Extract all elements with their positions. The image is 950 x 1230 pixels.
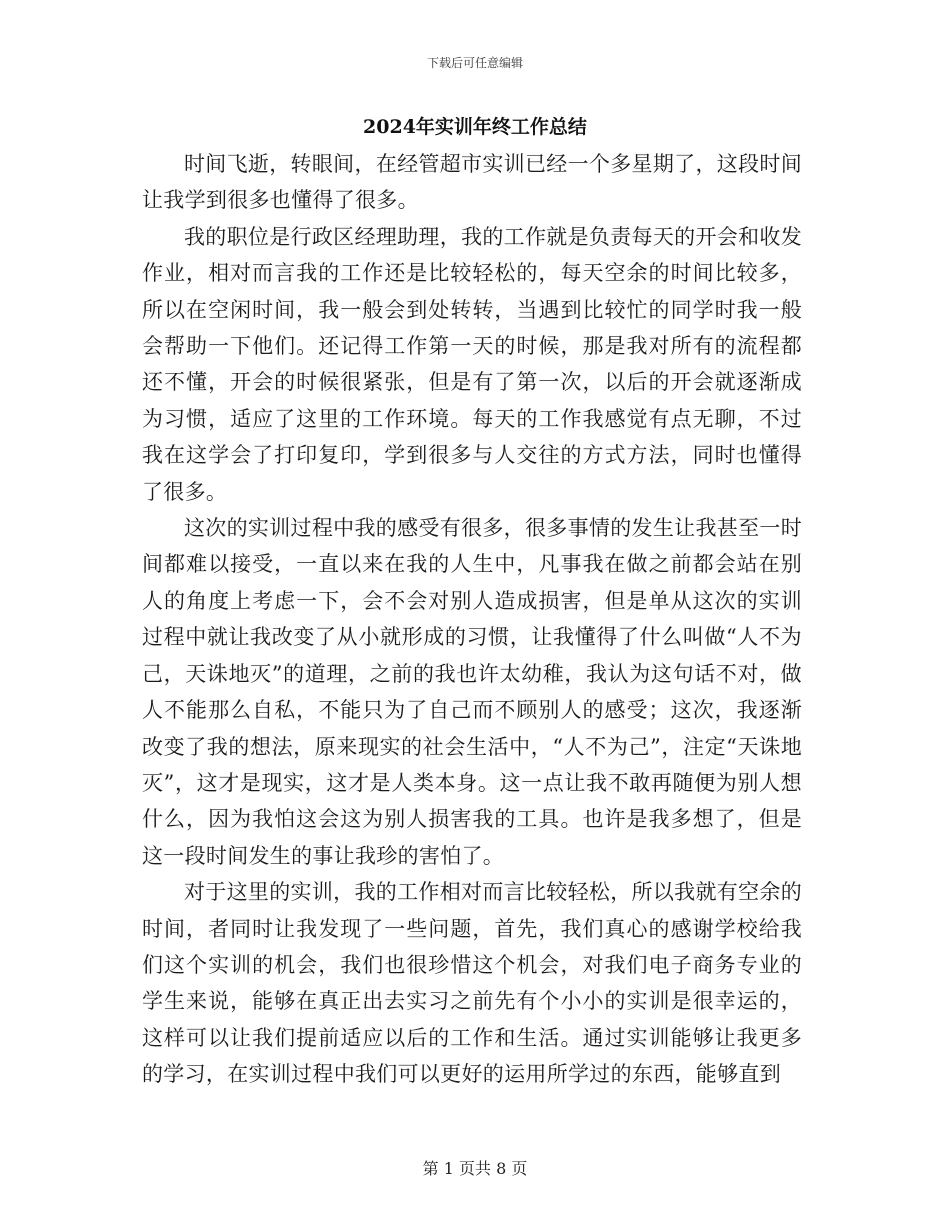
paragraph-2: 我的职位是行政区经理助理，我的工作就是负责每天的开会和收发作业，相对而言我的工作还是比较轻松的，每天空余的时间比较多，所以在空闲时间，我一般会到处转转，当遇到比较忙的同学时我一般会帮助一下他们。还记得工作第一天的时候，那是我对所有的流程都还不懂，开会的时候很紧张，但是有了第一次，以后的开会就逐渐成为习惯，适应了这里的工作环境。每天的工作我感觉有点无聊，不过我在这学会了打印复印，学到很多与人交往的方式方法，同时也懂得了很多。	[142, 224, 802, 504]
document-title: 2024年实训年终工作总结	[363, 116, 587, 138]
paragraph-4: 对于这里的实训，我的工作相对而言比较轻松，所以我就有空余的时间，者同时让我发现了一些问题，首先，我们真心的感谢学校给我们这个实训的机会，我们也很珍惜这个机会，对我们电子商务专业的学生来说，能够在真正出去实习之前先有个小小的实训是很幸运的，这样可以让我们提前适应以后的工作和生活。通过实训能够让我更多的学习，在实训过程中我们可以更好的运用所学过的东西，能够直到	[142, 880, 802, 1087]
header-note: 下载后可任意编辑	[426, 56, 523, 70]
paragraph-3: 这次的实训过程中我的感受有很多，很多事情的发生让我甚至一时间都难以接受，一直以来在我的人生中，凡事我在做之前都会站在别人的角度上考虑一下，会不会对别人造成损害，但是单从这次的实训过程中就让我改变了从小就形成的习惯，让我懂得了什么叫做“人不为己，天诛地灭”的道理，之前的我也许太幼稚，我认为这句话不对，做人不能那么自私，不能只为了自己而不顾别人的感受；这次，我逐渐改变了我的想法，原来现实的社会生活中，“人不为己”，注定“天诛地灭”，这才是现实，这才是人类本身。这一点让我不敢再随便为别人想什么，因为我怕这会这为别人损害我的工具。也许是我多想了，但是这一段时间发生的事让我珍的害怕了。	[142, 516, 802, 868]
document-body	[142, 146, 802, 1093]
page-number: 第 1 页共 8 页	[422, 1159, 528, 1178]
paragraph-1: 时间飞逝，转眼间，在经管超市实训已经一个多星期了，这段时间让我学到很多也懂得了很多。	[142, 152, 802, 213]
